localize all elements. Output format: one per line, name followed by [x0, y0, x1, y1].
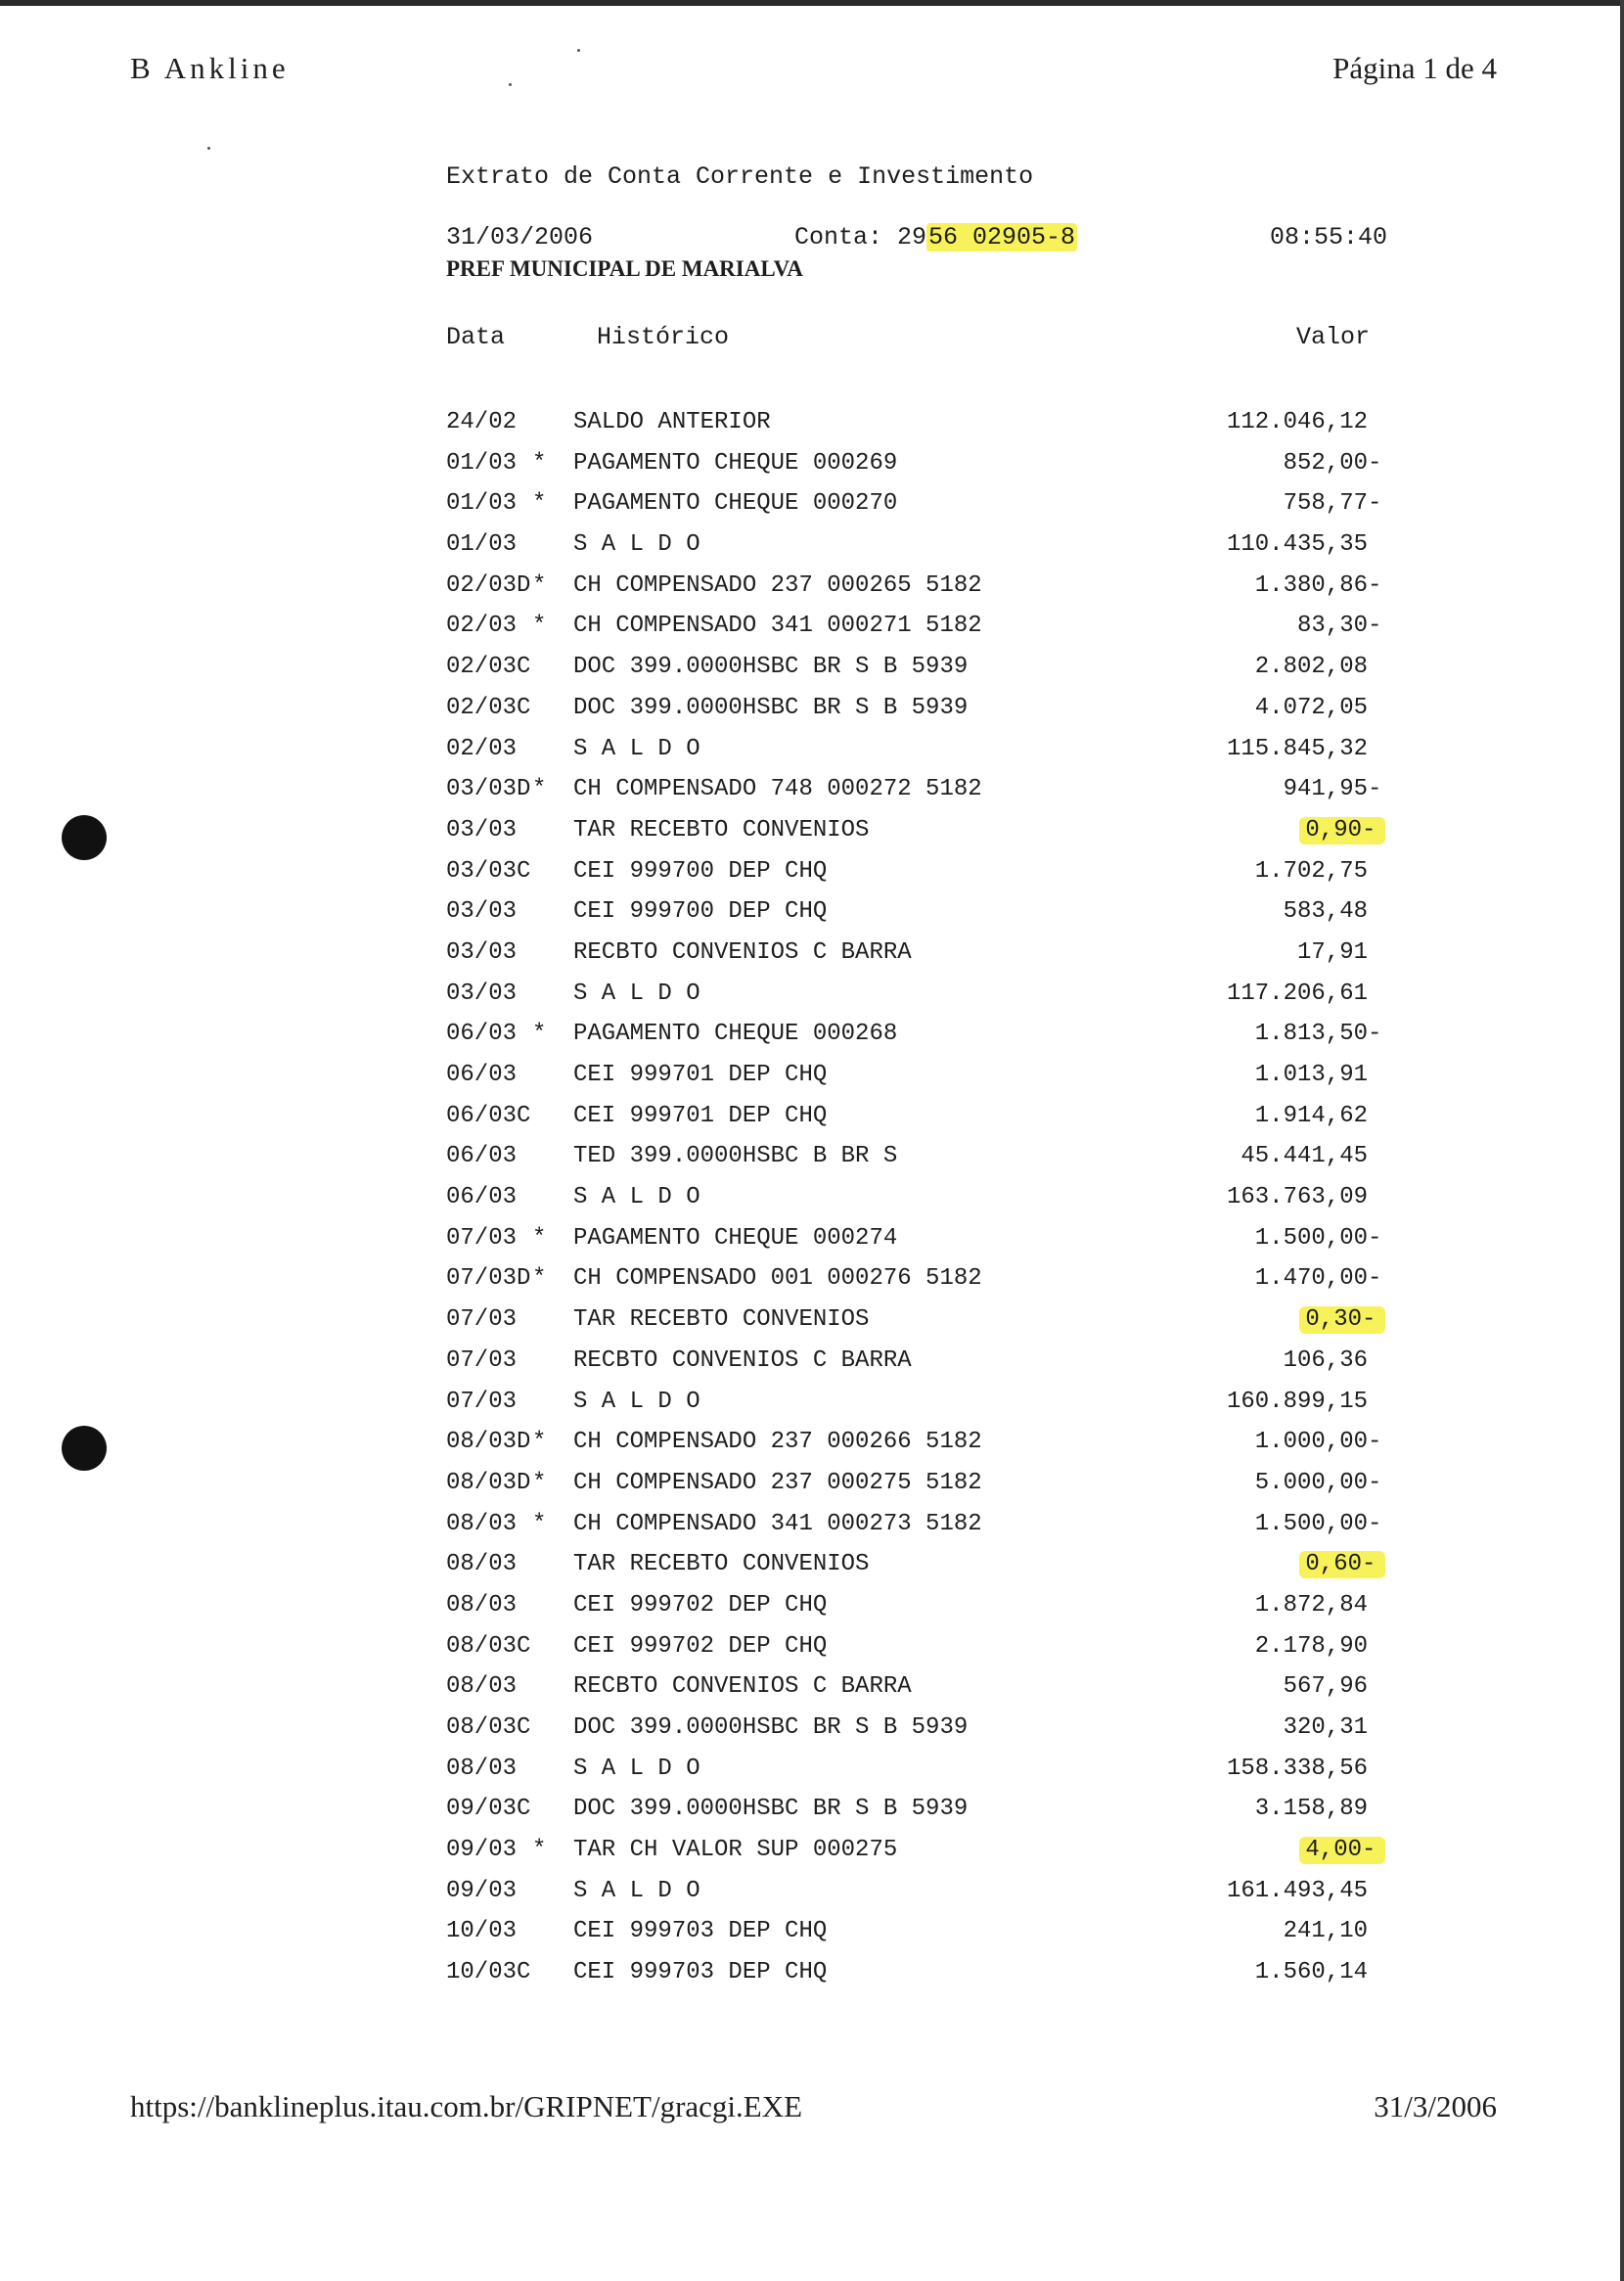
table-row [0, 858, 1624, 899]
row-history: PAGAMENTO CHEQUE 000274 [573, 1224, 898, 1252]
table-row [0, 1673, 1624, 1714]
table-row [0, 1021, 1624, 1062]
statement-time: 08:55:40 [1270, 223, 1388, 251]
row-value-text: 1.380,86 [1254, 571, 1368, 599]
row-history: CEI 999700 DEP CHQ [573, 857, 828, 885]
row-value-text: 163.763,09 [1226, 1184, 1368, 1211]
row-value-text: 852,00 [1283, 449, 1368, 477]
row-history: RECBTO CONVENIOS C BARRA [573, 1346, 912, 1374]
row-value-text: 567,96 [1283, 1673, 1368, 1701]
row-value [1284, 1918, 1385, 1945]
client-name: PREF MUNICIPAL DE MARIALVA [446, 256, 803, 281]
row-value [1255, 1265, 1385, 1293]
table-row [0, 490, 1624, 531]
row-value [1284, 1673, 1385, 1701]
row-value [1284, 490, 1385, 518]
row-value-text: 45.441,45 [1241, 1143, 1368, 1170]
row-value-text: 0,60 [1305, 1551, 1362, 1578]
table-row [0, 1184, 1624, 1225]
row-history: CEI 999701 DEP CHQ [573, 1102, 828, 1129]
row-value [1227, 1184, 1385, 1211]
row-value [1255, 695, 1385, 722]
row-history: TAR RECEBTO CONVENIOS [573, 816, 870, 844]
table-row [0, 981, 1624, 1022]
row-value-sign: - [1368, 490, 1382, 518]
table-row [0, 736, 1624, 777]
row-history: S A L D O [573, 1184, 700, 1211]
row-history: CEI 999703 DEP CHQ [573, 1918, 828, 1945]
row-history: PAGAMENTO CHEQUE 000269 [573, 449, 898, 477]
row-date: 08/03 [446, 1755, 518, 1782]
row-flag: * [532, 1265, 547, 1293]
row-value-text: 1.560,14 [1254, 1959, 1368, 1986]
row-history: TAR RECEBTO CONVENIOS [573, 1306, 870, 1334]
row-value-text: 112.046,12 [1226, 409, 1368, 435]
row-history: DOC 399.0000HSBC BR S B 5939 [573, 654, 969, 681]
row-value [1255, 1470, 1385, 1497]
row-date: 07/03 [446, 1224, 518, 1252]
row-date: 03/03 [446, 938, 518, 966]
statement-date: 31/03/2006 [446, 223, 594, 251]
row-value-text: 1.500,00 [1254, 1510, 1368, 1537]
table-row [0, 572, 1624, 614]
column-header-value: Valor [1295, 323, 1370, 351]
row-value-sign: - [1362, 816, 1376, 844]
row-date: 08/03D [446, 1429, 531, 1456]
row-history: S A L D O [573, 1755, 700, 1782]
row-date: 24/02 [446, 409, 518, 435]
scan-speck [207, 147, 210, 150]
row-value-text: 106,36 [1283, 1346, 1368, 1374]
row-history: CEI 999701 DEP CHQ [573, 1062, 828, 1088]
row-history: DOC 399.0000HSBC BR S B 5939 [573, 1714, 969, 1741]
row-date: 01/03 [446, 531, 518, 559]
row-date: 06/03 [446, 1062, 518, 1088]
row-history: S A L D O [573, 1877, 700, 1904]
account-label: Conta: 29 [794, 223, 927, 251]
row-date: 07/03D [446, 1265, 531, 1293]
table-row [0, 1551, 1624, 1592]
row-date: 10/03C [446, 1959, 531, 1986]
row-date: 08/03C [446, 1714, 531, 1741]
row-value [1255, 1592, 1385, 1620]
row-history: CEI 999700 DEP CHQ [573, 898, 828, 926]
column-header-history: Histórico [597, 323, 730, 351]
table-row [0, 1103, 1624, 1144]
row-value-text: 5.000,00 [1254, 1469, 1368, 1496]
table-row [0, 1633, 1624, 1674]
table-row [0, 817, 1624, 858]
row-history: SALDO ANTERIOR [573, 409, 771, 435]
row-history: CH COMPENSADO 748 000272 5182 [573, 776, 982, 803]
row-date: 09/03 [446, 1877, 518, 1904]
row-value [1255, 1103, 1385, 1130]
row-value-text: 4.072,05 [1254, 694, 1368, 721]
table-row [0, 1306, 1624, 1347]
row-flag: * [532, 1224, 547, 1252]
row-value-text: 583,48 [1283, 898, 1368, 926]
page-indicator: Página 1 de 4 [1332, 51, 1497, 85]
row-history: S A L D O [573, 531, 700, 559]
row-value [1227, 409, 1385, 436]
row-value-text: 3.158,89 [1254, 1796, 1368, 1823]
table-row [0, 450, 1624, 491]
row-value-text: 0,90 [1305, 816, 1362, 844]
row-flag: * [532, 1021, 547, 1048]
table-row [0, 898, 1624, 939]
row-value-sign: - [1368, 1469, 1382, 1496]
table-row [0, 1837, 1624, 1878]
row-flag: * [532, 1510, 547, 1537]
row-history: S A L D O [573, 980, 700, 1007]
table-row [0, 409, 1624, 450]
row-value [1227, 1756, 1385, 1783]
row-date: 08/03D [446, 1469, 531, 1496]
row-history: CEI 999703 DEP CHQ [573, 1959, 828, 1986]
row-date: 02/03D [446, 571, 531, 599]
row-date: 02/03 [446, 613, 518, 640]
table-row [0, 613, 1624, 654]
row-value-sign: - [1368, 613, 1382, 640]
row-history: CH COMPENSADO 001 000276 5182 [573, 1265, 982, 1293]
row-value [1284, 898, 1385, 926]
table-row [0, 939, 1624, 981]
row-value [1255, 1021, 1385, 1048]
row-value-text: 1.000,00 [1254, 1429, 1368, 1456]
row-value-text: 158.338,56 [1226, 1755, 1368, 1782]
row-date: 03/03 [446, 898, 518, 926]
row-date: 08/03 [446, 1591, 518, 1619]
row-date: 03/03 [446, 816, 518, 844]
row-value [1227, 736, 1385, 763]
row-value-text: 2.802,08 [1254, 654, 1368, 681]
table-row [0, 1756, 1624, 1797]
row-value-text: 117.206,61 [1226, 980, 1368, 1007]
scan-top-edge [0, 0, 1624, 6]
row-history: RECBTO CONVENIOS C BARRA [573, 938, 912, 966]
row-value [1255, 654, 1385, 681]
table-row [0, 1470, 1624, 1511]
table-row [0, 1143, 1624, 1184]
row-value-sign: - [1368, 1265, 1382, 1293]
row-date: 01/03 [446, 449, 518, 477]
row-value-text: 4,00 [1305, 1837, 1362, 1864]
table-row [0, 1592, 1624, 1633]
row-value-sign: - [1362, 1306, 1376, 1334]
row-date: 03/03C [446, 857, 531, 885]
table-row [0, 776, 1624, 817]
row-value-highlighted [1299, 1551, 1385, 1578]
row-value [1284, 1347, 1385, 1375]
row-value-sign: - [1362, 1551, 1376, 1578]
row-history: PAGAMENTO CHEQUE 000268 [573, 1021, 898, 1048]
row-flag: * [532, 613, 547, 640]
table-row [0, 695, 1624, 736]
row-value-text: 1.872,84 [1254, 1591, 1368, 1619]
table-row [0, 1062, 1624, 1103]
row-value-sign: - [1368, 1510, 1382, 1537]
row-value [1255, 1633, 1385, 1661]
row-date: 07/03 [446, 1388, 518, 1415]
row-value-sign: - [1362, 1837, 1376, 1864]
row-value [1241, 1143, 1385, 1170]
row-history: S A L D O [573, 1388, 700, 1415]
row-date: 09/03 [446, 1837, 518, 1864]
scan-speck [577, 49, 580, 52]
row-history: TED 399.0000HSBC B BR S [573, 1143, 898, 1170]
row-history: DOC 399.0000HSBC BR S B 5939 [573, 1796, 969, 1823]
row-value [1297, 613, 1385, 640]
table-row [0, 654, 1624, 695]
row-history: CH COMPENSADO 341 000271 5182 [573, 613, 982, 640]
row-value-text: 1.013,91 [1254, 1062, 1368, 1088]
row-value [1255, 1511, 1385, 1538]
brand-header: B Ankline [130, 51, 290, 85]
row-history: PAGAMENTO CHEQUE 000270 [573, 490, 898, 518]
row-value-text: 17,91 [1296, 938, 1368, 966]
row-value [1227, 531, 1385, 559]
account-highlight: 56 02905-8 [928, 223, 1076, 251]
row-history: RECBTO CONVENIOS C BARRA [573, 1673, 912, 1701]
row-history: CH COMPENSADO 237 000265 5182 [573, 571, 982, 599]
row-date: 01/03 [446, 490, 518, 518]
row-value-sign: - [1368, 449, 1382, 477]
row-value-sign: - [1368, 1021, 1382, 1048]
row-value-highlighted [1299, 1837, 1385, 1864]
row-history: TAR RECEBTO CONVENIOS [573, 1551, 870, 1578]
table-row [0, 1225, 1624, 1266]
row-value [1255, 1062, 1385, 1089]
table-row [0, 1347, 1624, 1389]
row-value [1284, 776, 1385, 803]
account-number [794, 223, 1077, 251]
row-history: S A L D O [573, 735, 700, 762]
row-value-text: 758,77 [1283, 490, 1368, 518]
row-date: 08/03 [446, 1510, 518, 1537]
row-date: 03/03D [446, 776, 531, 803]
row-value-text: 160.899,15 [1226, 1388, 1368, 1415]
row-history: CH COMPENSADO 237 000275 5182 [573, 1469, 982, 1496]
row-date: 06/03C [446, 1102, 531, 1129]
row-value [1284, 1714, 1385, 1742]
table-row [0, 1714, 1624, 1756]
row-value-text: 115.845,32 [1226, 735, 1368, 762]
table-row [0, 1959, 1624, 2000]
row-value-text: 110.435,35 [1226, 531, 1368, 559]
row-value-sign: - [1368, 1224, 1382, 1252]
row-history: CEI 999702 DEP CHQ [573, 1591, 828, 1619]
row-date: 08/03 [446, 1551, 518, 1578]
row-history: TAR CH VALOR SUP 000275 [573, 1837, 898, 1864]
row-date: 02/03 [446, 735, 518, 762]
row-value-sign: - [1368, 571, 1382, 599]
row-date: 06/03 [446, 1184, 518, 1211]
row-flag: * [532, 776, 547, 803]
row-date: 06/03 [446, 1143, 518, 1170]
footer-date: 31/3/2006 [1374, 2089, 1497, 2123]
row-value-text: 1.914,62 [1254, 1102, 1368, 1129]
row-value [1227, 1878, 1385, 1905]
row-value [1255, 858, 1385, 886]
row-date: 02/03C [446, 654, 531, 681]
row-value [1227, 1389, 1385, 1416]
row-value [1255, 1429, 1385, 1456]
row-value-text: 83,30 [1296, 613, 1368, 640]
row-history: CH COMPENSADO 237 000266 5182 [573, 1429, 982, 1456]
row-value-text: 1.813,50 [1254, 1021, 1368, 1048]
column-header-date: Data [446, 323, 506, 351]
statement-title: Extrato de Conta Corrente e Investimento [446, 162, 1034, 191]
table-row [0, 1429, 1624, 1470]
row-flag: * [532, 449, 547, 477]
row-history: DOC 399.0000HSBC BR S B 5939 [573, 694, 969, 721]
row-history: CEI 999702 DEP CHQ [573, 1632, 828, 1660]
row-value [1297, 939, 1385, 967]
row-value [1255, 1225, 1385, 1253]
table-row [0, 531, 1624, 572]
row-value-text: 1.470,00 [1254, 1265, 1368, 1293]
row-value [1255, 1959, 1385, 1986]
row-value [1227, 981, 1385, 1008]
table-row [0, 1511, 1624, 1552]
table-row [0, 1265, 1624, 1306]
row-value-text: 2.178,90 [1254, 1632, 1368, 1660]
row-date: 02/03C [446, 694, 531, 721]
table-row [0, 1389, 1624, 1430]
row-value [1284, 450, 1385, 478]
row-date: 08/03C [446, 1632, 531, 1660]
row-flag: * [532, 1837, 547, 1864]
row-flag: * [532, 1469, 547, 1496]
row-date: 07/03 [446, 1346, 518, 1374]
transactions-table [0, 409, 1624, 2000]
row-date: 08/03 [446, 1673, 518, 1701]
row-history: CH COMPENSADO 341 000273 5182 [573, 1510, 982, 1537]
row-flag: * [532, 1429, 547, 1456]
row-value-sign: - [1368, 776, 1382, 803]
row-value-text: 320,31 [1283, 1714, 1368, 1741]
row-flag: * [532, 490, 547, 518]
row-flag: * [532, 571, 547, 599]
table-row [0, 1796, 1624, 1837]
row-value-text: 161.493,45 [1226, 1877, 1368, 1904]
scan-speck [509, 83, 512, 86]
footer-url: https://banklineplus.itau.com.br/GRIPNET/gracgi.EXE [130, 2089, 803, 2123]
row-value-highlighted [1299, 1306, 1385, 1334]
row-date: 06/03 [446, 1021, 518, 1048]
table-row [0, 1918, 1624, 1959]
row-value-text: 1.702,75 [1254, 857, 1368, 885]
row-value-highlighted [1299, 817, 1385, 844]
row-value [1255, 1796, 1385, 1823]
row-date: 07/03 [446, 1306, 518, 1334]
row-value [1255, 572, 1385, 600]
row-date: 09/03C [446, 1796, 531, 1823]
row-value-text: 0,30 [1305, 1306, 1362, 1334]
row-date: 10/03 [446, 1918, 518, 1945]
table-row [0, 1878, 1624, 1919]
row-value-sign: - [1368, 1429, 1382, 1456]
row-date: 03/03 [446, 980, 518, 1007]
row-value-text: 1.500,00 [1254, 1224, 1368, 1252]
row-value-text: 941,95 [1283, 776, 1368, 803]
row-value-text: 241,10 [1283, 1918, 1368, 1945]
